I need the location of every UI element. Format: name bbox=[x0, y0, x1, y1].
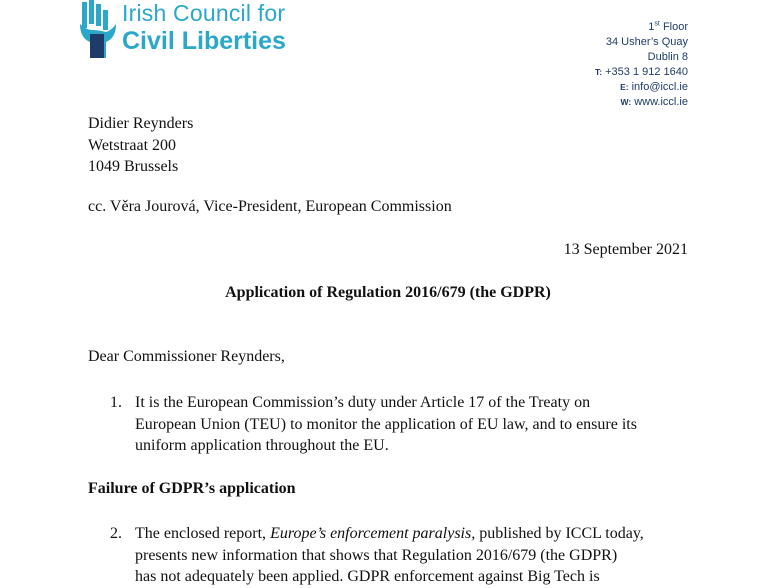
letter-date: 13 September 2021 bbox=[563, 241, 688, 258]
paragraph-line: has not adequately been applied. GDPR enforcement against Big Tech is bbox=[135, 568, 600, 585]
iccl-logo bbox=[78, 0, 318, 60]
paragraph-number: 1. bbox=[110, 394, 122, 411]
address-floor: 1st Floor bbox=[648, 20, 688, 33]
paragraph-line: The enclosed report, Europe’s enforcement paralysis, published by ICCL today, bbox=[135, 525, 644, 542]
paragraph-line: uniform application throughout the EU. bbox=[135, 437, 389, 454]
address-telephone: T: +353 1 912 1640 bbox=[595, 66, 688, 78]
numbered-paragraph-1 bbox=[110, 392, 700, 457]
recipient-address bbox=[88, 113, 193, 178]
cc-line: cc. Věra Jourová, Vice-President, European Commission bbox=[88, 198, 452, 215]
section-heading: Failure of GDPR’s application bbox=[88, 480, 296, 497]
sender-address-block bbox=[595, 20, 688, 110]
letter-subject: Application of Regulation 2016/679 (the GDPR) bbox=[225, 284, 551, 301]
paragraph-line: European Union (TEU) to monitor the application of EU law, and to ensure its bbox=[135, 415, 637, 433]
address-web: W: www.iccl.ie bbox=[620, 96, 688, 108]
recipient-city: 1049 Brussels bbox=[88, 158, 179, 175]
paragraph-number: 2. bbox=[110, 525, 122, 542]
logo-text-line2: Civil Liberties bbox=[122, 27, 286, 55]
address-city: Dublin 8 bbox=[647, 51, 688, 63]
paragraph-line: It is the European Commission’s duty under Article 17 of the Treaty on bbox=[135, 394, 591, 411]
numbered-paragraph-2 bbox=[110, 523, 700, 588]
logo-text-line1: Irish Council for bbox=[122, 0, 286, 26]
address-email: E: info@iccl.ie bbox=[620, 81, 688, 93]
paragraph-line: presents new information that shows that Regulation 2016/679 (the GDPR) bbox=[135, 546, 618, 564]
raised-hands-icon bbox=[78, 0, 118, 58]
recipient-name: Didier Reynders bbox=[88, 115, 194, 132]
web-link[interactable]: www.iccl.ie bbox=[634, 96, 688, 108]
salutation: Dear Commissioner Reynders, bbox=[88, 348, 285, 365]
recipient-street: Wetstraat 200 bbox=[88, 136, 177, 154]
report-title: Europe’s enforcement paralysis, bbox=[270, 525, 476, 542]
email-link[interactable]: info@iccl.ie bbox=[631, 81, 688, 93]
address-street: 34 Usher’s Quay bbox=[605, 36, 688, 48]
